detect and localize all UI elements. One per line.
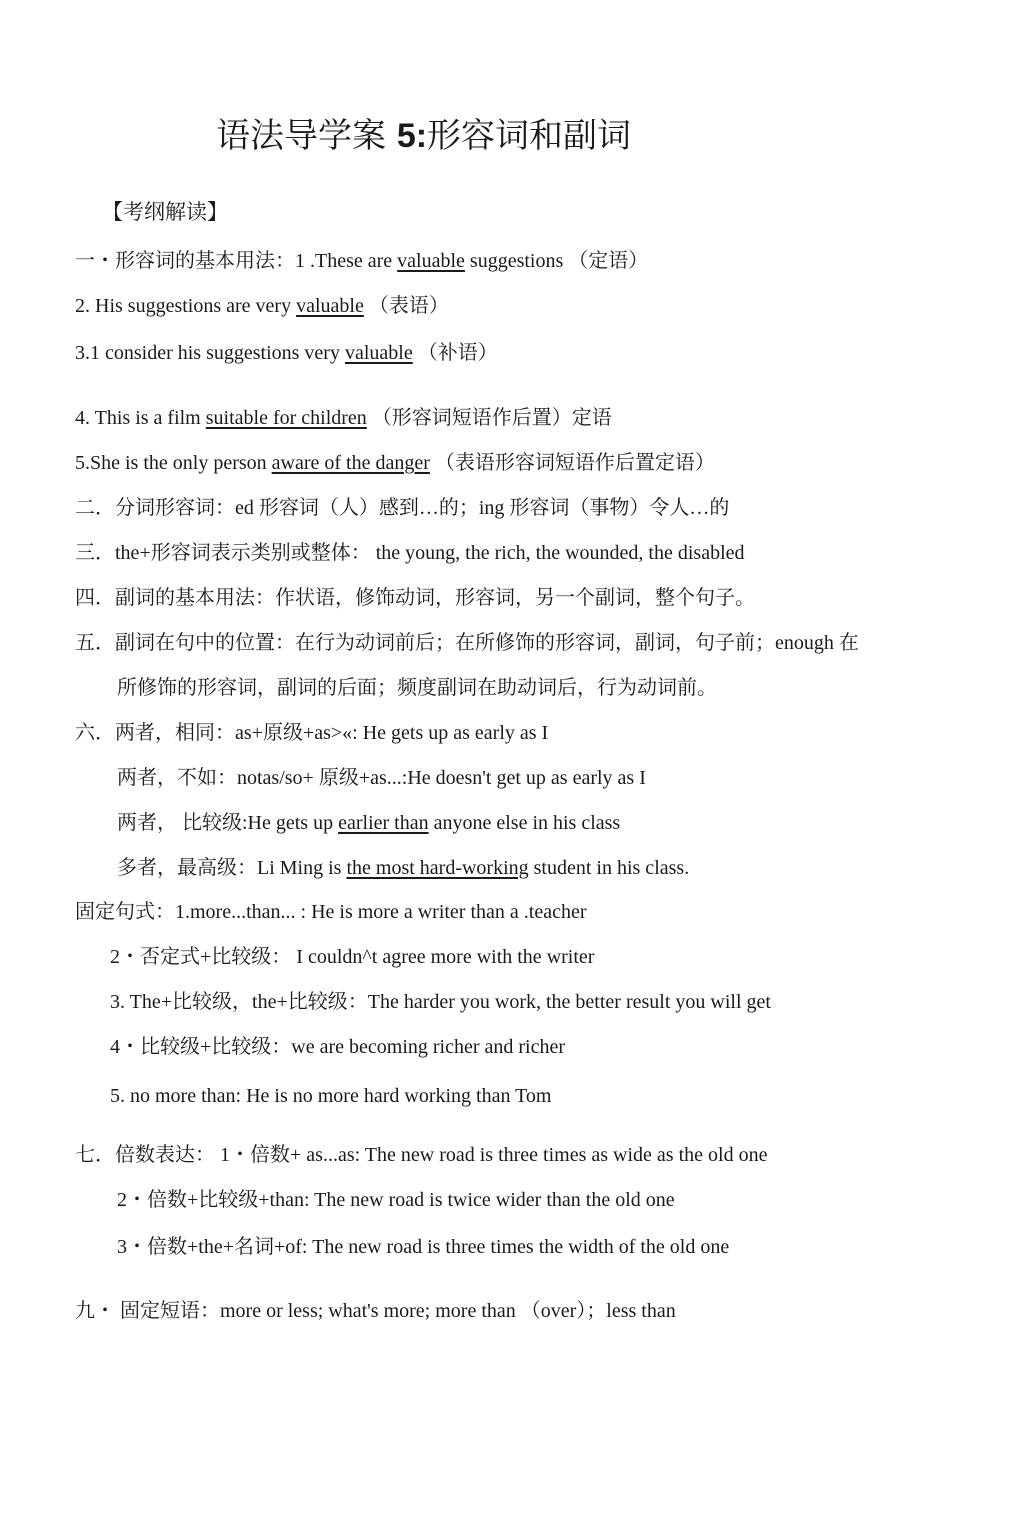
line-superlative: 多者，最高级：Li Ming is the most hard-working student in his class. [117,857,690,879]
title-prefix: 语法导学案 [216,116,397,156]
underlined-phrase: the most hard-working [346,857,529,879]
line-comparison-equal: 六．两者，相同：as+原级+as>«: He gets up as early as I [75,722,549,744]
line-adjective-usage-3: 3.1 consider his suggestions very valuable （补语） [75,342,498,364]
line-fixed-pattern-3: 3. The+比较级，the+比较级：The harder you work, the better result you will get [110,991,771,1013]
line-participle-adjectives: 二．分词形容词：ed 形容词（人）感到…的；ing 形容词（事物）令人…的 [75,497,730,519]
line-multiples-1: 七．倍数表达： 1・倍数+ as...as: The new road is three times as wide as the old one [75,1144,768,1166]
line-comparison-not-as: 两者，不如：notas/so+ 原级+as...:He doesn't get up as early as I [117,767,646,789]
line-multiples-3: 3・倍数+the+名词+of: The new road is three times the width of the old one [117,1236,730,1258]
underlined-phrase: valuable [296,295,364,317]
line-fixed-pattern-2: 2・否定式+比较级： I couldn^t agree more with the writer [110,946,595,968]
line-adjective-usage-1: 一・形容词的基本用法：1 .These are valuable suggestions （定语） [75,250,649,272]
line-fixed-pattern-5: 5. no more than: He is no more hard working than Tom [110,1085,552,1107]
underlined-phrase: suitable for children [205,407,367,429]
line-adjective-usage-5: 5.She is the only person aware of the danger （表语形容词短语作后置定语） [75,452,715,474]
line-fixed-pattern-4: 4・比较级+比较级：we are becoming richer and richer [110,1036,566,1058]
line-fixed-phrases: 九・ 固定短语：more or less; what's more; more than （over）；less than [75,1300,676,1322]
line-the-adjective: 三．the+形容词表示类别或整体： the young, the rich, the wounded, the disabled [75,542,745,564]
title-number: 5: [396,117,428,155]
underlined-phrase: valuable [344,342,413,364]
line-fixed-patterns: 固定句式：1.more...than... : He is more a writer than a .teacher [75,901,587,923]
line-adverb-position: 五．副词在句中的位置：在行为动词前后；在所修饰的形容词，副词，句子前；enough 在 [75,632,859,654]
line-adverb-usage: 四．副词的基本用法：作状语，修饰动词，形容词，另一个副词，整个句子。 [75,587,755,609]
underlined-phrase: earlier than [338,812,429,834]
title-suffix: 形容词和副词 [427,116,632,156]
underlined-phrase: aware of the danger [271,452,430,474]
line-comparative: 两者， 比较级:He gets up earlier than anyone else in his class [117,812,621,834]
line-adjective-usage-2: 2. His suggestions are very valuable （表语） [75,295,449,317]
line-adjective-usage-4: 4. This is a film suitable for children （形容词短语作后置）定语 [75,407,612,429]
line-multiples-2: 2・倍数+比较级+than: The new road is twice wider than the old one [117,1189,675,1211]
page-title [216,108,631,157]
underlined-phrase: valuable [397,250,465,272]
line-adverb-position-cont: 所修饰的形容词，副词的后面；频度副词在助动词后，行为动词前。 [117,677,717,699]
section-heading: 【考纲解读】 [102,200,228,224]
